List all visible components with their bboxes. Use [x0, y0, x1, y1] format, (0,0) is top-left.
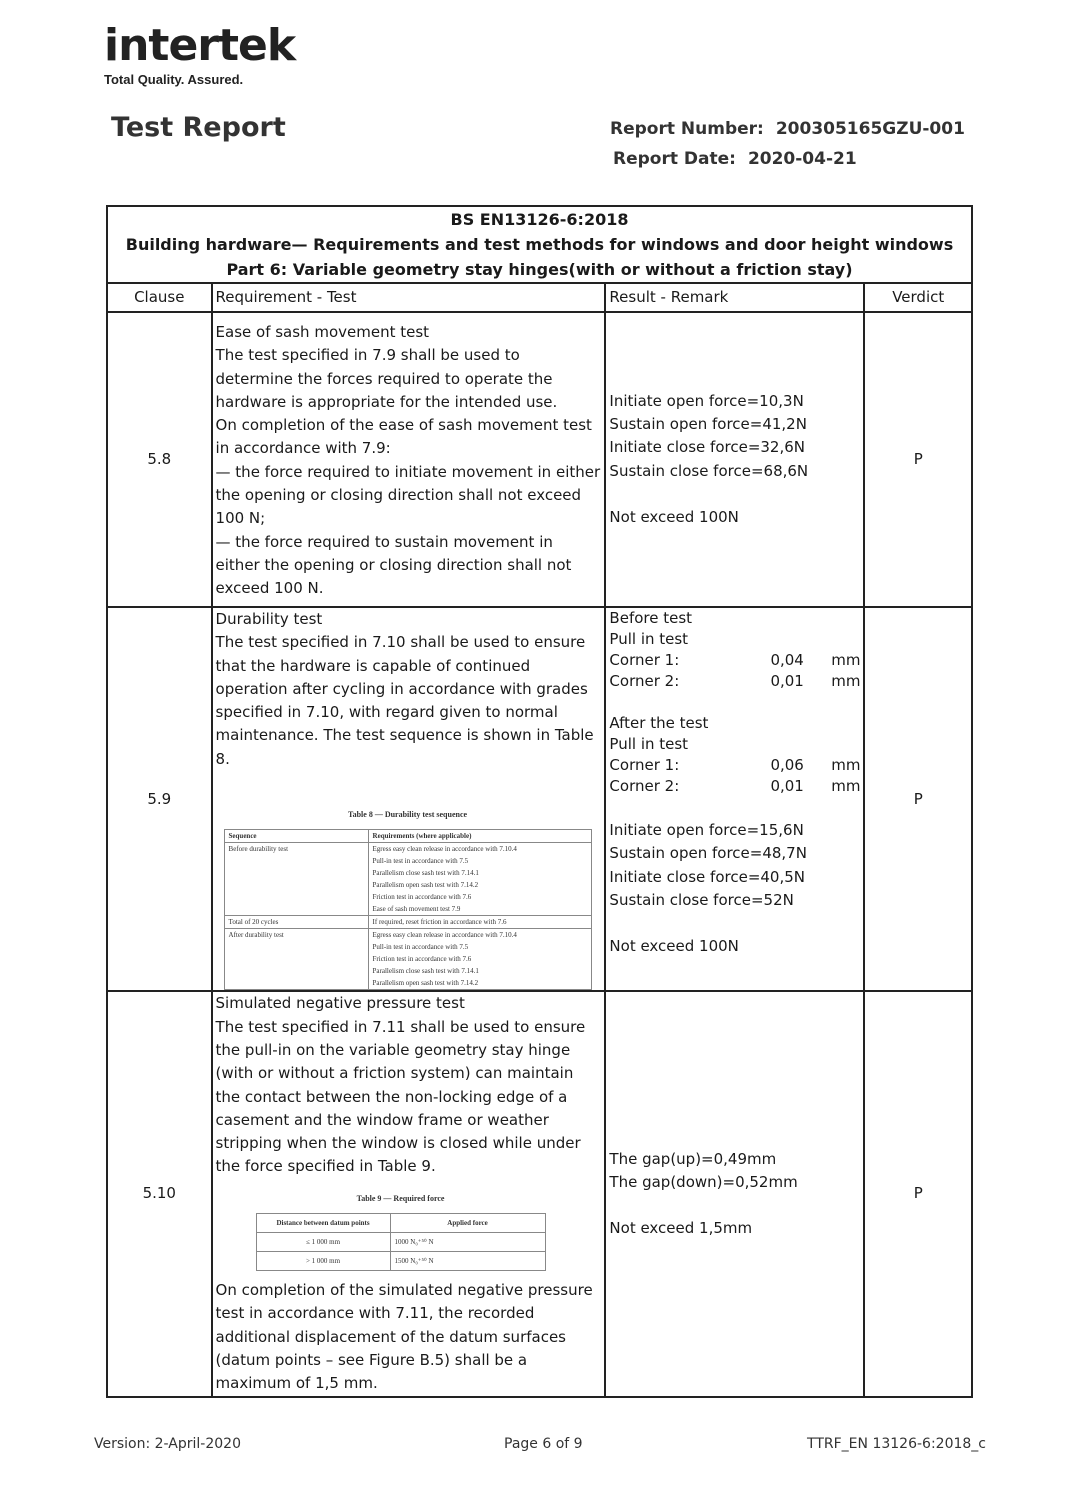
- col-result: Result - Remark: [605, 283, 864, 312]
- verdict-cell: P: [864, 312, 972, 607]
- result-text: Pull in test: [609, 735, 689, 753]
- table-row: [107, 991, 972, 1396]
- table8-seq: Total of 20 cycles: [224, 916, 368, 929]
- corner-unit: mm: [831, 777, 861, 795]
- standard-code: BS EN13126-6:2018: [450, 210, 629, 229]
- result-cell: [605, 607, 864, 991]
- report-number-value: 200305165GZU-001: [775, 119, 965, 139]
- req-text: — the force required to initiate movement in either the opening or closing direction shall not exceed 100 N;: [215, 462, 601, 528]
- result-text: Initiate close force=40,5N: [609, 867, 806, 886]
- corner-value: 0,01: [770, 777, 804, 795]
- standard-header: [107, 206, 972, 283]
- corner-value: 0,04: [770, 651, 804, 669]
- result-text: After the test: [609, 714, 709, 732]
- page-title: Test Report: [111, 112, 286, 143]
- clause-cell: 5.10: [107, 991, 212, 1396]
- result-text: Initiate close force=32,6N: [609, 438, 806, 457]
- result-text: Not exceed 100N: [609, 937, 739, 956]
- table8-item: Friction test in accordance with 7.6: [372, 955, 472, 964]
- corner-reading: [609, 776, 860, 797]
- report-date: [613, 149, 857, 169]
- table9-caption: Table 9 — Required force: [356, 1193, 445, 1203]
- req-text: Ease of sash movement test: [215, 323, 430, 341]
- table8-caption: Table 8 — Durability test sequence: [348, 810, 468, 820]
- report-date-value: 2020-04-21: [747, 149, 857, 169]
- requirement-cell: [212, 607, 606, 991]
- corner-label: Corner 1:: [609, 651, 680, 669]
- report-number: [610, 119, 965, 139]
- req-text: — the force required to sustain movement in either the opening or closing direction shall not exceed 100 N.: [215, 532, 572, 598]
- req-text: The test specified in 7.10 shall be used to ensure that the hardware is capable of continued operation after cycling in accordance with grades specified in 7.10, with regard given to normal maintenance. The test sequence is shown in Table 8.: [215, 633, 594, 768]
- table8-head: Requirements (where applicable): [368, 830, 591, 843]
- table8-item: Ease of sash movement test 7.9: [372, 905, 461, 914]
- table8-head: Sequence: [224, 830, 368, 843]
- result-text: Not exceed 100N: [609, 507, 739, 526]
- table8-item: If required, reset friction in accordance with 7.6: [368, 916, 591, 929]
- corner-reading: [609, 755, 860, 776]
- table8-items: [368, 843, 591, 916]
- corner-label: Corner 2:: [609, 777, 680, 795]
- table-row: [107, 312, 972, 607]
- table8-item: Pull-in test in accordance with 7.5: [372, 857, 469, 866]
- result-cell: [605, 991, 864, 1396]
- logo-wordmark: intertek: [104, 20, 296, 71]
- col-clause: Clause: [107, 283, 212, 312]
- table8-item: Egress easy clean release in accordance with 7.10.4: [372, 845, 517, 854]
- result-text: Initiate open force=15,6N: [609, 821, 804, 839]
- clause-cell: 5.8: [107, 312, 212, 607]
- corner-reading: [609, 650, 860, 671]
- result-cell: [605, 312, 864, 607]
- col-requirement: Requirement - Test: [212, 283, 606, 312]
- table8-item: Egress easy clean release in accordance with 7.10.4: [372, 931, 517, 940]
- requirement-cell: [212, 312, 606, 607]
- table8-seq: After durability test: [224, 929, 368, 990]
- corner-unit: mm: [831, 672, 861, 690]
- table9-cell: 1500 N₀⁺⁵⁰ N: [390, 1252, 545, 1271]
- col-verdict: Verdict: [864, 283, 972, 312]
- result-text: Initiate open force=10,3N: [609, 391, 804, 410]
- logo-tagline: Total Quality. Assured.: [104, 72, 244, 87]
- standard-part: Part 6: Variable geometry stay hinges(with or without a friction stay): [226, 260, 853, 279]
- result-text: Sustain close force=68,6N: [609, 461, 809, 480]
- footer-version: Version: 2-April-2020: [94, 1436, 241, 1452]
- result-text: Sustain open force=48,7N: [609, 844, 807, 863]
- table8-item: Pull-in test in accordance with 7.5: [372, 943, 469, 952]
- result-spacer: [609, 483, 860, 506]
- req-text: The test specified in 7.9 shall be used to determine the forces required to operate the hardware is appropriate for the intended use.: [215, 346, 558, 411]
- result-text: Before test: [609, 609, 693, 627]
- req-text: Simulated negative pressure test: [215, 994, 465, 1013]
- table8-figure: [224, 803, 592, 990]
- footer-page: Page 6 of 9: [504, 1436, 583, 1452]
- table8-item: Parallelism open sash test with 7.14.2: [372, 881, 479, 890]
- table9-cell: ≤ 1 000 mm: [256, 1233, 390, 1252]
- table9-head: Distance between datum points: [256, 1214, 390, 1233]
- verdict-cell: P: [864, 607, 972, 991]
- table8-item: Friction test in accordance with 7.6: [372, 893, 472, 902]
- corner-label: Corner 1:: [609, 756, 680, 774]
- test-results-table: [106, 205, 973, 1398]
- corner-unit: mm: [831, 756, 861, 774]
- clause-cell: 5.9: [107, 607, 212, 991]
- intertek-logo: [104, 22, 295, 87]
- table9-head: Applied force: [390, 1214, 545, 1233]
- table8-seq: Before durability test: [224, 843, 368, 916]
- table8-item: Parallelism close sash test with 7.14.1: [372, 967, 479, 976]
- result-text: The gap(down)=0,52mm: [609, 1172, 798, 1191]
- requirement-cell: [212, 991, 606, 1396]
- table8-item: Parallelism open sash test with 7.14.2: [372, 979, 479, 988]
- column-header-row: [107, 283, 972, 312]
- report-date-label: Report Date:: [613, 149, 736, 169]
- table9: [256, 1213, 546, 1271]
- result-text: Sustain close force=52N: [609, 890, 794, 909]
- table9-cell: 1000 N₀⁺⁵⁰ N: [390, 1233, 545, 1252]
- corner-value: 0,06: [770, 756, 804, 774]
- table8-item: Parallelism close sash test with 7.14.1: [372, 869, 479, 878]
- result-text: Sustain open force=41,2N: [609, 415, 807, 434]
- result-text: Pull in test: [609, 630, 689, 648]
- req-text: On completion of the simulated negative pressure test in accordance with 7.11, the recorded additional displacement of the datum surfaces (datum points – see Figure B.5) shall be a maximum of 1,5 mm.: [215, 1281, 593, 1393]
- req-text: The test specified in 7.11 shall be used to ensure the pull-in on the variable geometry stay hinge (with or without a friction system) can maintain the contact between the non-locking edge of a casement and the window frame or weather stripping when the window is closed while under the force specified in Table 9.: [215, 1017, 586, 1176]
- result-text: The gap(up)=0,49mm: [609, 1149, 777, 1168]
- table8-items: [368, 929, 591, 990]
- report-number-label: Report Number:: [610, 119, 764, 139]
- corner-unit: mm: [831, 651, 861, 669]
- table9-cell: > 1 000 mm: [256, 1252, 390, 1271]
- table9-figure: [256, 1187, 546, 1271]
- table8: [224, 829, 592, 990]
- req-text: Durability test: [215, 610, 323, 628]
- result-spacer: [609, 1194, 860, 1217]
- req-text: On completion of the ease of sash movement test in accordance with 7.9:: [215, 416, 592, 458]
- verdict-cell: P: [864, 991, 972, 1396]
- standard-title: Building hardware— Requirements and test methods for windows and door height windows: [125, 235, 954, 254]
- corner-label: Corner 2:: [609, 672, 680, 690]
- corner-value: 0,01: [770, 672, 804, 690]
- footer-form: TTRF_EN 13126-6:2018_c: [807, 1436, 986, 1452]
- table-row: [107, 607, 972, 991]
- corner-reading: [609, 671, 860, 692]
- result-text: Not exceed 1,5mm: [609, 1219, 753, 1238]
